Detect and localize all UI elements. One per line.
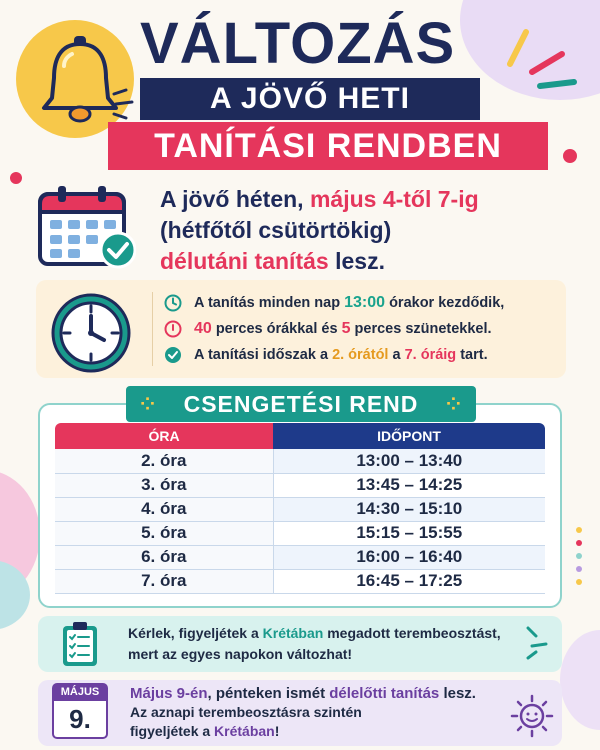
calendar-month: MÁJUS: [52, 683, 108, 701]
info-text: perces órákkal és: [211, 321, 342, 337]
break-minutes: 5: [341, 320, 351, 337]
notice-text: Kérlek, figyeljétek a: [128, 625, 263, 641]
intro-date-range: május 4-től 7-ig: [309, 186, 479, 212]
calendar-day: 9.: [52, 701, 108, 739]
info-text: órakor kezdődik,: [385, 295, 505, 311]
decor-dot: [560, 146, 580, 166]
sparkle-icon: ⁘: [140, 394, 157, 414]
table-row: [55, 521, 545, 545]
cell-idopont: 13:00 – 13:40: [273, 449, 545, 473]
info-text: A tanítási időszak a: [194, 347, 333, 363]
sparkle-icon: ⁘: [445, 394, 462, 414]
column-header-idopont: IDŐPONT: [273, 423, 545, 449]
column-header-ora: ÓRA: [55, 423, 273, 449]
cell-ora: 2. óra: [55, 449, 273, 473]
info-divider: [152, 292, 153, 366]
table-header-row: [55, 423, 545, 449]
sun-icon: [508, 692, 556, 740]
start-time: 13:00: [344, 294, 386, 311]
checklist-icon: [60, 620, 100, 668]
schedule-title: CSENGETÉSI REND: [183, 391, 419, 417]
info-text: tart.: [456, 347, 488, 363]
morning-teaching: délelőtti tanítás: [329, 685, 440, 702]
calendar-check-icon: [36, 184, 136, 270]
kreta-link-text: Krétában: [262, 625, 324, 641]
last-lesson: 7. óráig: [404, 347, 457, 363]
intro-line1: A jövő héten,: [160, 186, 310, 212]
kreta-link-text: Krétában: [214, 723, 275, 739]
decor-blob: [560, 630, 600, 730]
table-row: [55, 473, 545, 497]
notice-text: Az aznapi terembeosztásra szintén: [130, 704, 362, 720]
notice-text: lesz.: [439, 685, 476, 702]
notice-text: figyeljétek a: [130, 723, 215, 739]
table-row: [55, 545, 545, 569]
cell-ora: 6. óra: [55, 545, 273, 569]
clock-icon: [46, 286, 136, 376]
title-subtitle-2: TANÍTÁSI RENDBEN: [108, 122, 548, 170]
intro-afternoon: délutáni tanítás: [160, 248, 329, 274]
info-text: perces szünetekkel.: [350, 321, 492, 337]
intro-text: [160, 184, 580, 277]
info-line-duration: [164, 316, 564, 342]
decor-dot: [8, 170, 24, 186]
info-text: a: [388, 347, 405, 363]
cell-idopont: 13:45 – 14:25: [273, 473, 545, 497]
sparkle-icon: [522, 622, 552, 662]
cell-ora: 3. óra: [55, 473, 273, 497]
info-text: A tanítás minden nap: [194, 295, 345, 311]
schedule-table: [55, 423, 545, 594]
table-row: [55, 497, 545, 521]
alarm-icon: [164, 320, 182, 338]
clock-small-icon: [164, 294, 182, 312]
cell-ora: 5. óra: [55, 521, 273, 545]
may-calendar-icon: [52, 683, 108, 741]
schedule-title-banner: [126, 386, 476, 422]
cell-ora: 4. óra: [55, 497, 273, 521]
kreta-notice-text: [128, 623, 528, 665]
notice-text: , pénteken ismét: [207, 685, 330, 702]
lesson-minutes: 40: [194, 320, 212, 337]
info-line-start: [164, 290, 564, 316]
page-title: VÁLTOZÁS: [140, 11, 456, 76]
cell-idopont: 16:45 – 17:25: [273, 569, 545, 593]
title-subtitle-1: A JÖVŐ HETI: [140, 78, 480, 120]
cell-ora: 7. óra: [55, 569, 273, 593]
friday-date: Május 9-én: [130, 685, 208, 702]
notice-text: megadott terembeosztást, mert az egyes napokon változhat!: [128, 625, 501, 662]
decor-dots: [576, 520, 592, 592]
info-line-period: [164, 342, 564, 368]
cell-idopont: 16:00 – 16:40: [273, 545, 545, 569]
friday-notice-text: [130, 684, 510, 741]
first-lesson: 2. órától: [332, 347, 389, 363]
check-icon: [164, 346, 182, 364]
notice-text: !: [274, 723, 280, 739]
sparkle-icon: [500, 24, 580, 94]
intro-line2: (hétfőtől csütörtökig): [160, 217, 392, 243]
cell-idopont: 15:15 – 15:55: [273, 521, 545, 545]
intro-line3: lesz.: [328, 248, 385, 274]
table-row: [55, 449, 545, 473]
cell-idopont: 14:30 – 15:10: [273, 497, 545, 521]
table-row: [55, 569, 545, 593]
info-list: [164, 290, 564, 368]
